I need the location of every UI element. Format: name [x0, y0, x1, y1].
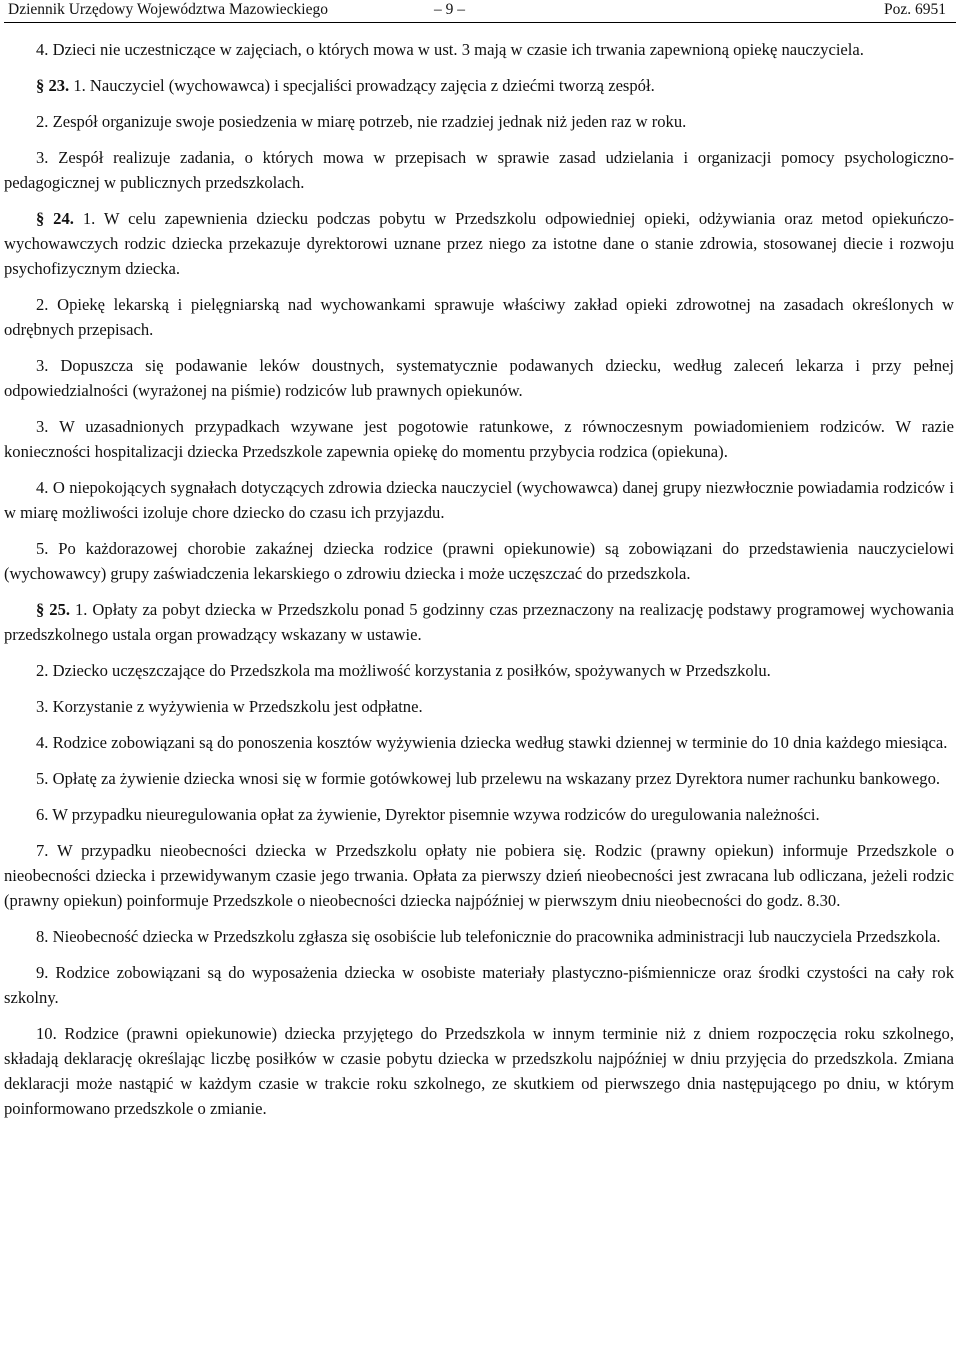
- paragraph: 2. Opiekę lekarską i pielęgniarską nad wychowankami sprawuje właściwy zakład opieki zdrowotnej na zasadach określonych w odrębnych przepisach.: [4, 295, 954, 339]
- page-number: – 9 –: [434, 1, 465, 18]
- paragraph: 7. W przypadku nieobecności dziecka w Przedszkolu opłaty nie pobiera się. Rodzic (prawny opiekun) informuje Przedszkole o nieobecności dziecka i przewidywanym czasie jego trwania. Opłata za pierwszy dzień nieobecności jest zwracana lub odliczana, jeżeli rodzic (prawny opiekun) poinformuje Przedszkole o nieobecności dziecka najpóźniej w pierwszym dniu nieobecności do godz. 8.30.: [4, 841, 954, 910]
- section-mark: § 23.: [36, 76, 70, 95]
- paragraph: 2. Zespół organizuje swoje posiedzenia w miarę potrzeb, nie rzadziej jednak niż jeden raz w roku.: [36, 112, 687, 131]
- paragraph: 8. Nieobecność dziecka w Przedszkolu zgłasza się osobiście lub telefonicznie do pracownika administracji lub nauczyciela Przedszkola.: [36, 927, 941, 946]
- paragraph: 10. Rodzice (prawni opiekunowie) dziecka przyjętego do Przedszkola w innym terminie niż z dniem rozpoczęcia roku szkolnego, składają deklarację określając liczbę posiłków w czasie pobytu dziecka w przedszkolu najpóźniej w dniu przyjęcia do przedszkola. Zmiana deklaracji może nastąpić w każdym czasie w trakcie roku szkolnego, ze skutkiem od pierwszego dnia następującego po dniu, w którym poinformowano przedszkole o zmianie.: [4, 1024, 954, 1118]
- paragraph: 3. W uzasadnionych przypadkach wzywane jest pogotowie ratunkowe, z równoczesnym powiadomieniem rodziców. W razie konieczności hospitalizacji dziecka Przedszkole zapewnia opiekę do momentu przybycia rodzica (opiekuna).: [4, 417, 954, 461]
- document-body: [4, 23, 956, 1121]
- paragraph: 6. W przypadku nieuregulowania opłat za żywienie, Dyrektor pisemnie wzywa rodziców do uregulowania należności.: [36, 805, 820, 824]
- paragraph: § 25. 1. Opłaty za pobyt dziecka w Przedszkolu ponad 5 godzinny czas przeznaczony na realizację podstawy programowej wychowania przedszkolnego ustala organ prowadzący wskazany w ustawie.: [4, 600, 954, 644]
- paragraph: 3. Zespół realizuje zadania, o których mowa w przepisach w sprawie zasad udzielania i organizacji pomocy psychologiczno-pedagogicznej w publicznych przedszkolach.: [4, 148, 954, 192]
- paragraph: § 24. 1. W celu zapewnienia dziecku podczas pobytu w Przedszkolu odpowiedniej opieki, odżywiania oraz metod opiekuńczo-wychowawczych rodzic dziecka przekazuje dyrektorowi uznane przez niego za istotne dane o stanie zdrowia, stosowanej diecie i rozwoju psychofizycznym dziecka.: [4, 209, 955, 278]
- paragraph: 5. Opłatę za żywienie dziecka wnosi się w formie gotówkowej lub przelewu na wskazany przez Dyrektora numer rachunku bankowego.: [36, 769, 941, 788]
- paragraph: 3. Korzystanie z wyżywienia w Przedszkolu jest odpłatne.: [36, 697, 423, 716]
- section-mark: § 24.: [36, 209, 74, 228]
- paragraph: 2. Dziecko uczęszczające do Przedszkola ma możliwość korzystania z posiłków, spożywanych w Przedszkolu.: [36, 661, 771, 680]
- paragraph: 4. Dzieci nie uczestniczące w zajęciach, o których mowa w ust. 3 mają w czasie ich trwania zapewnioną opiekę nauczyciela.: [36, 40, 864, 59]
- journal-title: Dziennik Urzędowy Województwa Mazowieckiego: [8, 1, 328, 18]
- paragraph: 4. Rodzice zobowiązani są do ponoszenia kosztów wyżywienia dziecka według stawki dziennej w terminie do 10 dnia każdego miesiąca.: [36, 733, 948, 752]
- paragraph: 4. O niepokojących sygnałach dotyczących zdrowia dziecka nauczyciel (wychowawca) danej grupy niezwłocznie powiadamia rodziców i w miarę możliwości izoluje chore dziecko do czasu ich przyjazdu.: [4, 478, 954, 522]
- paragraph: 3. Dopuszcza się podawanie leków doustnych, systematycznie podawanych dziecku, według zaleceń lekarza i przy pełnej odpowiedzialności (wyrażonej na piśmie) rodziców lub prawnych opiekunów.: [4, 356, 954, 400]
- position-number: Poz. 6951: [884, 1, 946, 18]
- section-mark: § 25.: [36, 600, 71, 619]
- paragraph: 9. Rodzice zobowiązani są do wyposażenia dziecka w osobiste materiały plastyczno-piśmiennicze oraz środki czystości na cały rok szkolny.: [4, 963, 954, 1007]
- paragraph: § 23. 1. Nauczyciel (wychowawca) i specjaliści prowadzący zajęcia z dziećmi tworzą zespół.: [36, 76, 655, 95]
- paragraph: 5. Po każdorazowej chorobie zakaźnej dziecka rodzice (prawni opiekunowie) są zobowiązani do przedstawienia nauczycielowi (wychowawcy) grupy zaświadczenia lekarskiego o zdrowiu dziecka i może uczęszczać do przedszkola.: [4, 539, 954, 583]
- page-header: [4, 0, 956, 23]
